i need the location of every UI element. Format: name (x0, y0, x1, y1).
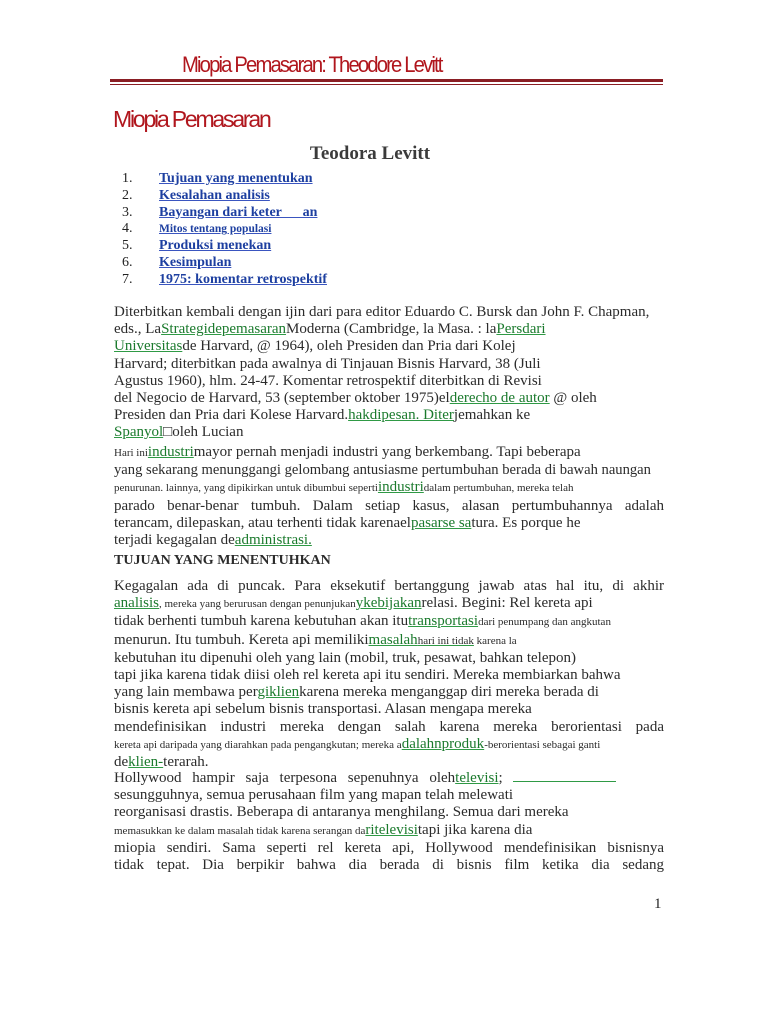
header-rule-thin (110, 84, 663, 85)
link-universitas[interactable]: Universitas (114, 338, 183, 355)
toc-link-7[interactable]: 1975: komentar retrospektif (159, 271, 327, 287)
link-spanyol[interactable]: Spanyol (114, 424, 164, 441)
page-number: 1 (654, 896, 662, 912)
intro-paragraph: Hari iniindustrimayor pernah menjadi industri yang berkembang. Tapi beberapa yang sekarang menunggangi gelombang antusiasme pertumbuhan berada di bawah naungan penurunan. lainnya, yang dipikirkan untuk dibumbui sepertiindustridalam pertumbuhan, mereka telah parado benar-benar tumbuh. Dalam setiap kasus, alasan pertumbuhannya adalah terancam, dilepaskan, atau terhenti tidak karenaelpasarse satura. Es porque he terjadi kegagalan deadministrasi. (114, 444, 664, 549)
toc-link-3[interactable]: Bayangan dari keter an (159, 204, 318, 220)
link-strategi[interactable]: Strategidepemasaran (161, 321, 287, 338)
toc-link-4[interactable]: Mitos tentang populasi (159, 223, 272, 236)
toc-item: 6. Kesimpulan (122, 255, 403, 272)
document-title: Miopia Pemasaran (113, 106, 270, 132)
author-name: Teodora Levitt (309, 143, 431, 164)
toc-item: 5. Produksi menekan (122, 238, 403, 255)
link-derecho[interactable]: derecho de autor (449, 390, 550, 407)
toc-link-1[interactable]: Tujuan yang menentukan (159, 171, 313, 186)
running-header-title: Miopia Pemasaran: Theodore Levitt (182, 52, 442, 77)
link-kebijakan[interactable]: ykebijakan (355, 595, 422, 612)
link-televisi[interactable]: televisi (455, 770, 499, 786)
toc-item: 2. Kesalahan analisis (122, 188, 403, 205)
link-pasar[interactable]: pasarse sa (410, 514, 472, 531)
header-rule-thick (110, 79, 663, 82)
toc-item: 4. Mitos tentang populasi (122, 221, 403, 238)
link-transportasi[interactable]: transportasi (408, 613, 479, 630)
link-masalah[interactable]: masalah (368, 631, 418, 648)
link-ritelevisi[interactable]: ritelevisi (365, 821, 418, 838)
link-administrasi[interactable]: administrasi. (234, 532, 312, 549)
link-hari-ini[interactable]: hari ini tidak (417, 634, 474, 647)
blank-underline (513, 769, 616, 782)
toc-item: 3. Bayangan dari keter an (122, 205, 403, 222)
section-paragraph-2: Hollywood hampir saja terpesona sepenuhnya olehtelevisi; sesungguhnya, semua perusahaan film yang mapan telah melewati reorganisasi drastis. Beberapa di antaranya menghilang. Semua dari mereka memasukkan ke dalam masalah tidak karena serangan daritelevisitapi jika karena dia miopia sendiri. Sama seperti rel kereta api, Hollywood mendefinisikan bisnisnya tidak tepat. Dia berpikir bahwa dia berada di bisnis film ketika dia sedang (114, 770, 664, 874)
toc-link-5[interactable]: Produksi menekan (159, 238, 272, 254)
section-heading: TUJUAN YANG MENENTUHKAN (114, 553, 331, 568)
link-giklien[interactable]: giklien (257, 684, 300, 701)
toc-link-2[interactable]: Kesalahan analisis (159, 187, 270, 203)
table-of-contents (122, 171, 403, 289)
link-analisis[interactable]: analisis (114, 595, 159, 612)
section-paragraph-1: Kegagalan ada di puncak. Para eksekutif bertanggung jawab atas hal itu, di akhir analisis, mereka yang berurusan dengan penunjukanykebijakanrelasi. Begini: Rel kereta api tidak berhenti tumbuh karena kebutuhan akan itutransportasidari penumpang dan angkutan menurun. Itu tumbuh. Kereta api memilikimasalahhari ini tidak karena la kebutuhan itu dipenuhi oleh yang lain (mobil, truk, pesawat, bahkan telepon) tapi jika karena tidak diisi oleh rel kereta api itu sendiri. Mereka membiarkan bahwa yang lain membawa pergiklienkarena mereka menganggap diri mereka berada di bisnis kereta api sebelum bisnis transportasi. Alasan mengapa mereka mendefinisikan industri mereka dengan salah karena mereka berorientasi pada kereta api daripada yang diarahkan pada pengangkutan; mereka adalahnproduk-berorientasi sebagai ganti deklien-terarah. (114, 578, 664, 771)
publication-note: Diterbitkan kembali dengan ijin dari para editor Eduardo C. Bursk dan John F. Chapman, eds., LaStrategidepemasaranModerna (Cambridge, la Masa. : laPersdari Universitasde Harvard, @ 1964), oleh Presiden dan Pria dari Kolej Harvard; diterbitkan pada awalnya di Tinjauan Bisnis Harvard, 38 (Juli Agustus 1960), hlm. 24-47. Komentar retrospektif diterbitkan di Revisi del Negocio de Harvard, 53 (september oktober 1975)elderecho de autor @ oleh Presiden dan Pria dari Kolese Harvard.hakdipesan. Diterjemahkan ke Spanyol□oleh Lucian (114, 304, 650, 441)
link-pers[interactable]: Persdari (496, 321, 546, 338)
link-produk[interactable]: dalahnproduk (401, 735, 485, 752)
toc-item: 7. 1975: komentar retrospektif (122, 272, 403, 289)
toc-link-6[interactable]: Kesimpulan (159, 254, 232, 270)
link-hak[interactable]: hakdipesan. Diter (348, 407, 454, 424)
link-klien[interactable]: klien- (128, 754, 164, 771)
link-industri[interactable]: industri (147, 444, 194, 460)
link-industri-2[interactable]: industri (377, 479, 424, 496)
toc-item: 1. Tujuan yang menentukan (122, 171, 313, 186)
